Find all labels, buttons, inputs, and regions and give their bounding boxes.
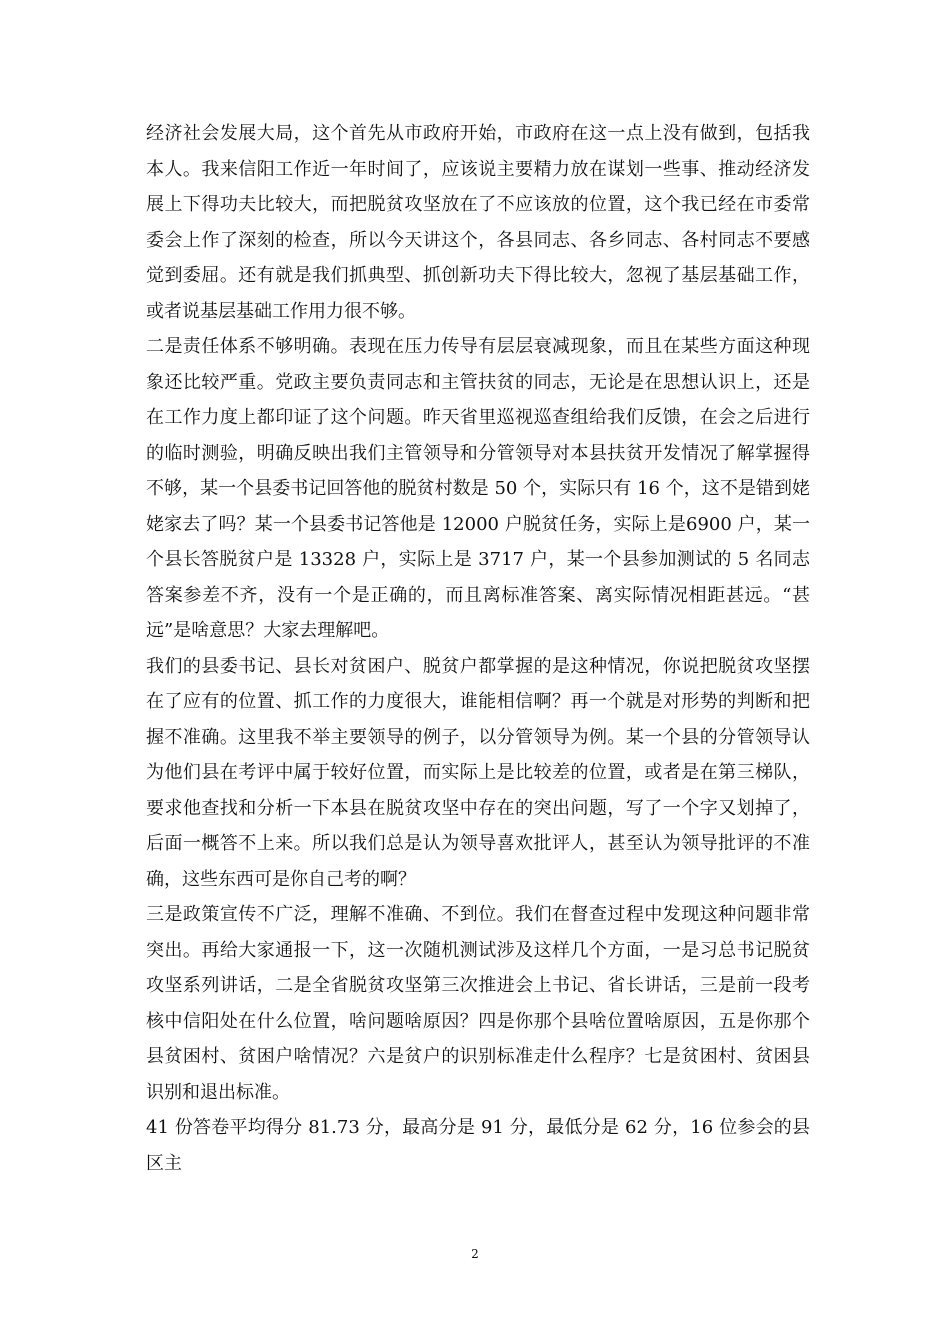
page-number: 2	[471, 1247, 479, 1261]
paragraph: 我们的县委书记、县长对贫困户、脱贫户都掌握的是这种情况，你说把脱贫攻坚摆在了应有的位置、抓工作的力度很大，谁能相信啊？再一个就是对形势的判断和把握不准确。这里我不举主要领导的例子，以分管领导为例。某一个县的分管领导认为他们县在考评中属于较好位置，而实际上是比较差的位置，或者是在第三梯队，要求他查找和分析一下本县在脱贫攻坚中存在的突出问题，写了一个字又划掉了，后面一概答不上来。所以我们总是认为领导喜欢批评人，甚至认为领导批评的不准确，这些东西可是你自己考的啊？	[146, 655, 810, 890]
paragraph: 三是政策宣传不广泛，理解不准确、不到位。我们在督查过程中发现这种问题非常突出。再给大家通报一下，这一次随机测试涉及这样几个方面，一是习总书记脱贫攻坚系列讲话，二是全省脱贫攻坚第三次推进会上书记、省长讲话，三是前一段考核中信阳处在什么位置，啥问题啥原因？四是你那个县啥位置啥原因，五是你那个县贫困村、贫困户啥情况？六是贫户的识别标准走什么程序？七是贫困村、贫困县识别和退出标准。	[146, 904, 810, 1103]
paragraph: 二是责任体系不够明确。表现在压力传导有层层衰减现象，而且在某些方面这种现象还比较严重。党政主要负责同志和主管扶贫的同志，无论是在思想认识上，还是在工作力度上都印证了这个问题。昨天省里巡视巡查组给我们反馈，在会之后进行的临时测验，明确反映出我们主管领导和分管领导对本县扶贫开发情况了解掌握得不够，某一个县委书记回答他的脱贫村数是 50 个，实际只有 16 个，这不是错到姥姥家去了吗？某一个县委书记答他是 12000 户脱贫任务，实际上是6900 户，某一个县长答脱贫户是 13328 户，实际上是 3717 户，某一个县参加测试的 5 名同志答案参差不齐，没有一个是正确的，而且离标准答案、离实际情况相距甚远。“甚远”是啥意思？大家去理解吧。	[146, 336, 810, 641]
paragraph: 41 份答卷平均得分 81.73 分，最高分是 91 分，最低分是 62 分，16 位参会的县区主	[146, 1117, 810, 1174]
paragraph: 经济社会发展大局，这个首先从市政府开始，市政府在这一点上没有做到，包括我本人。我来信阳工作近一年时间了，应该说主要精力放在谋划一些事、推动经济发展上下得功夫比较大，而把脱贫攻坚放在了不应该放的位置，这个我已经在市委常委会上作了深刻的检查，所以今天讲这个，各县同志、各乡同志、各村同志不要感觉到委屈。还有就是我们抓典型、抓创新功夫下得比较大，忽视了基层基础工作，或者说基层基础工作用力很不够。	[146, 123, 810, 322]
body-text	[146, 116, 810, 1181]
